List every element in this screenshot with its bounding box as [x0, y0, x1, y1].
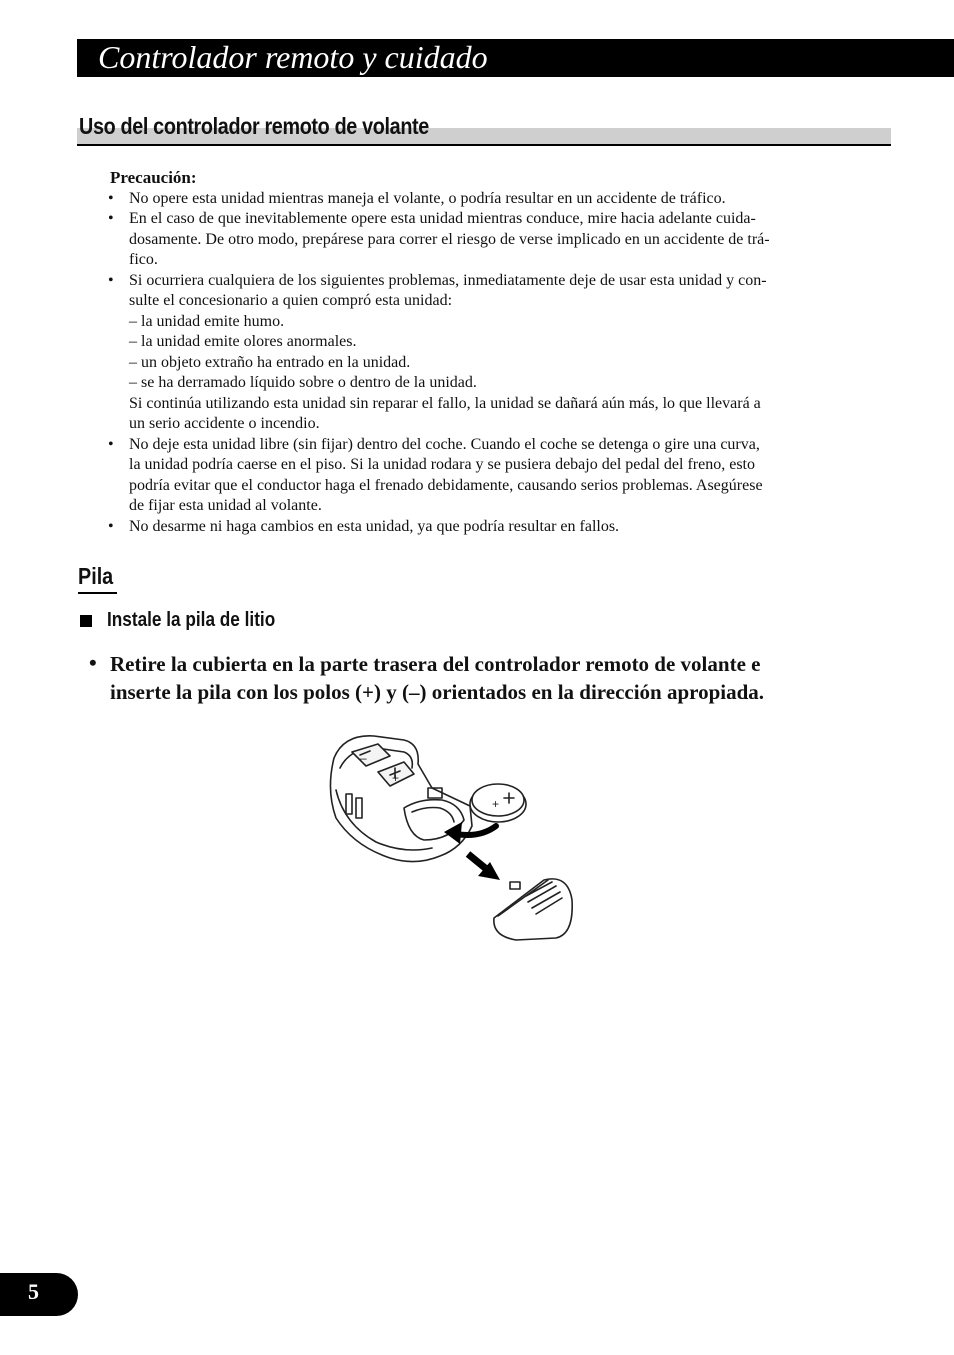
caution-line: podría evitar que el conductor haga el frenado debidamente, causando serios problemas. Asegúrese [129, 477, 763, 494]
bullet-marker: • [108, 190, 114, 207]
section-heading: Uso del controlador remoto de volante [79, 113, 429, 139]
remote-plus-label: + [392, 771, 400, 785]
subheading: Instale la pila de litio [107, 609, 276, 631]
page-number: 5 [28, 1279, 39, 1304]
caution-line: No opere esta unidad mientras maneja el volante, o podría resultar en un accidente de tráfico. [129, 190, 726, 207]
chapter-title: Controlador remoto y cuidado [98, 39, 488, 75]
caution-line: fico. [129, 251, 158, 268]
bullet-marker: • [108, 436, 114, 453]
caution-line: – la unidad emite olores anormales. [129, 333, 357, 350]
battery-install-illustration [320, 728, 582, 948]
caution-line: – se ha derramado líquido sobre o dentro de la unidad. [129, 374, 477, 391]
step-bullet: • [89, 650, 97, 675]
caution-line: sulte el concesionario a quien compró esta unidad: [129, 292, 453, 309]
caution-line: un serio accidente o incendio. [129, 415, 320, 432]
caution-line: Si ocurriera cualquiera de los siguientes problemas, inmediatamente deje de usar esta unidad y con- [129, 272, 767, 289]
pila-heading: Pila [78, 563, 114, 589]
bullet-marker: • [108, 272, 114, 289]
caution-line: de fijar esta unidad al volante. [129, 497, 322, 514]
caution-line: No desarme ni haga cambios en esta unidad, ya que podría resultar en fallos. [129, 518, 620, 535]
bullet-marker: • [108, 518, 114, 535]
caution-line: Si continúa utilizando esta unidad sin reparar el fallo, la unidad se dañará aún más, lo que llevará a [129, 395, 761, 412]
caution-line: la unidad podría caerse en el piso. Si la unidad rodara y se pusiera debajo del pedal del freno, esto [129, 456, 755, 473]
caution-line: No deje esta unidad libre (sin fijar) dentro del coche. Cuando el coche se detenga o gire una curva, [129, 436, 760, 453]
step-line: Retire la cubierta en la parte trasera del controlador remoto de volante e [110, 652, 761, 676]
page-number-tab [0, 1273, 78, 1316]
caution-line: – un objeto extraño ha entrado en la unidad. [129, 354, 411, 371]
section-heading-bar [77, 110, 891, 146]
square-bullet-icon [80, 615, 92, 627]
bullet-marker: • [108, 210, 114, 227]
step-line: inserte la pila con los polos (+) y (–) orientados en la dirección apropiada. [110, 680, 765, 704]
battery-plus-label: + [492, 797, 500, 811]
remote-minus-label: – [360, 751, 367, 765]
caution-line: dosamente. De otro modo, prepárese para correr el riesgo de verse implicado en un accidente de trá- [129, 231, 770, 248]
chapter-title-bar [77, 39, 954, 77]
caution-line: – la unidad emite humo. [129, 313, 285, 330]
caution-line: En el caso de que inevitablemente opere esta unidad mientras conduce, mire hacia adelante cuida- [129, 210, 756, 227]
pila-underline [78, 592, 117, 594]
caution-label: Precaución: [110, 168, 197, 187]
